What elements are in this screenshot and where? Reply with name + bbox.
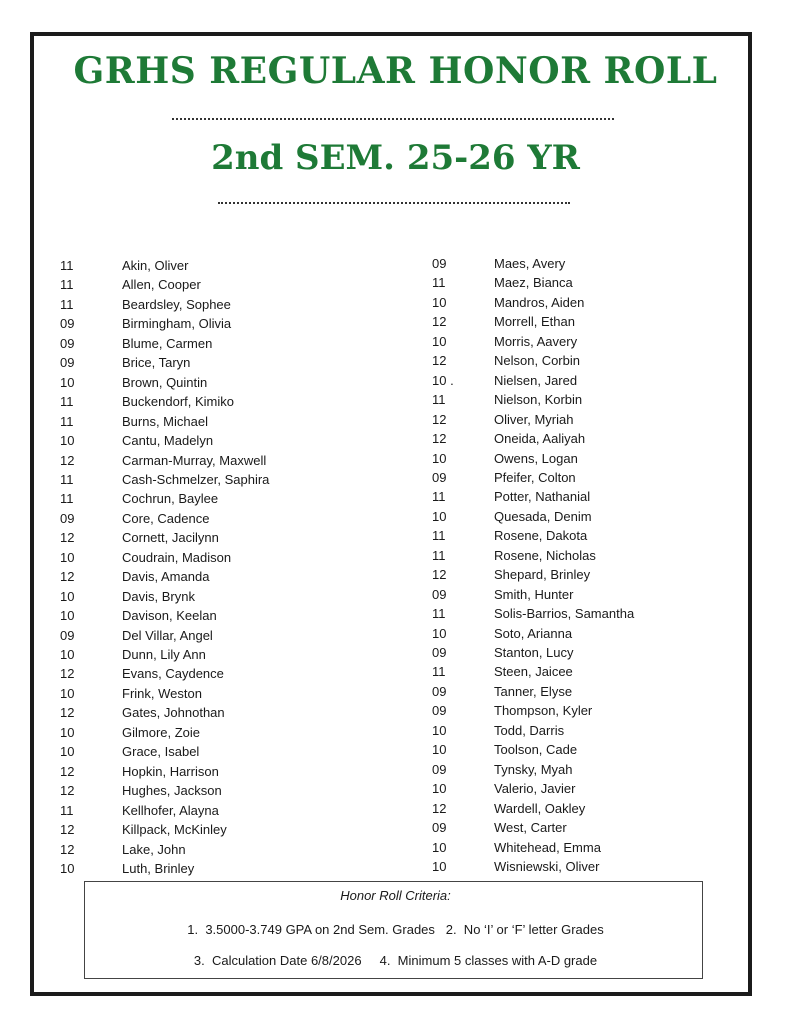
student-grade: 10 [60,588,75,604]
student-grade: 11 [60,491,74,507]
student-name: Potter, Nathanial [494,489,591,505]
student-name: Valerio, Javier [494,781,576,797]
student-grade: 12 [432,314,447,330]
student-grade: 11 [60,471,74,487]
student-name: Allen, Cooper [122,277,201,293]
student-name: Oliver, Myriah [494,411,574,427]
student-name: Quesada, Denim [494,508,592,524]
page-title: GRHS REGULAR HONOR ROLL [73,50,718,92]
student-grade: 10 [432,722,447,738]
student-name: Solis-Barrios, Samantha [494,606,635,622]
student-name: West, Carter [494,820,567,836]
student-name: Pfeifer, Colton [494,469,576,485]
student-grade: 10 [60,608,75,624]
criteria-line-2: 3. Calculation Date 6/8/2026 4. Minimum 5 classes with A-D grade [193,953,598,968]
student-name: Kellhofer, Alayna [122,802,219,818]
student-grade: 10 [432,742,447,758]
student-grade: 10 [432,294,447,310]
student-grade: 09 [60,316,75,332]
student-grade: 11 [60,296,74,312]
student-grade: 10 [432,781,447,797]
student-name: Buckendorf, Kimiko [122,394,234,410]
student-name: Shepard, Brinley [494,567,591,583]
student-grade: 12 [60,530,75,546]
student-grade: 11 [60,258,74,273]
student-name: Oneida, Aaliyah [494,431,586,447]
student-grade: 12 [60,705,75,721]
student-name: Frink, Weston [122,685,202,701]
student-name: Maes, Avery [494,256,566,271]
student-name: Lake, John [122,841,186,857]
student-grade: 09 [60,627,75,643]
student-grade: 09 [432,703,447,719]
student-name: Wardell, Oakley [494,800,586,816]
student-grade: 11 [60,277,74,293]
subtitle-divider [218,202,570,204]
student-grade: 09 [432,761,447,777]
student-grade: 09 [432,256,447,271]
student-name: Davison, Keelan [122,608,217,624]
student-name: Luth, Brinley [122,860,195,876]
student-grade: 12 [60,822,75,838]
student-name: Smith, Hunter [494,586,574,602]
student-name: Soto, Arianna [494,625,573,641]
student-grade: 10 [432,333,447,349]
student-grade: 11 [60,413,74,429]
student-grade: 12 [60,783,75,799]
student-name: Wisniewski, Oliver [494,858,600,874]
student-grade: 09 [432,645,447,660]
student-name: Hopkin, Harrison [122,763,219,779]
student-name: Dunn, Lily Ann [122,647,206,662]
student-name: Cash-Schmelzer, Saphira [122,471,270,487]
student-name: Gates, Johnothan [122,705,225,721]
student-grade: 10 [432,839,447,855]
student-name: Akin, Oliver [122,258,189,273]
student-grade: 09 [60,355,75,371]
student-grade: 10 [60,374,75,390]
student-name: Grace, Isabel [122,744,200,760]
student-grade: 09 [432,469,447,485]
student-grade: 11 [60,394,74,410]
student-name: Nielson, Korbin [494,392,583,408]
student-grade: 10 [432,450,447,466]
student-grade: 11 [432,489,446,505]
student-name: Brown, Quintin [122,374,208,390]
student-grade: 09 [60,335,75,351]
student-grade: 11 [432,606,446,622]
student-name: Birmingham, Olivia [122,316,232,332]
student-name: Toolson, Cade [494,742,578,758]
student-grade: 12 [432,800,447,816]
student-name: Cantu, Madelyn [122,433,214,449]
student-name: Whitehead, Emma [494,839,601,855]
student-name: Morris, Aavery [494,333,578,349]
student-name: Carman-Murray, Maxwell [122,452,267,468]
student-grade: 12 [432,567,447,583]
student-name: Maez, Bianca [494,275,573,291]
student-grade: 12 [60,666,75,682]
student-name: Thompson, Kyler [494,703,593,719]
student-name: Morrell, Ethan [494,314,575,330]
student-grade: 10 [60,433,75,449]
student-grade: 09 [432,586,447,602]
student-grade: 09 [432,683,447,699]
student-name: Coudrain, Madison [122,549,232,565]
student-grade: 10 . [432,372,454,388]
student-name: Evans, Caydence [122,666,224,682]
student-name: Todd, Darris [494,722,565,738]
student-grade: 10 [432,858,447,874]
student-grade: 11 [432,392,446,408]
student-name: Hughes, Jackson [122,783,222,799]
student-grade: 12 [432,431,447,447]
student-grade: 10 [60,549,75,565]
title-divider [172,118,614,120]
student-name: Burns, Michael [122,413,208,429]
student-grade: 10 [60,685,75,701]
student-grade: 12 [60,763,75,779]
student-name: Killpack, McKinley [122,822,227,838]
student-name: Cornett, Jacilynn [122,530,219,546]
student-grade: 12 [432,353,447,369]
criteria-line-1: 1. 3.5000-3.749 GPA on 2nd Sem. Grades 2. No ‘I’ or ‘F’ letter Grades [187,922,604,937]
student-name: Brice, Taryn [122,355,191,371]
student-grade: 10 [60,724,75,740]
student-name: Mandros, Aiden [494,294,585,310]
student-grade: 10 [432,625,447,641]
criteria-title: Honor Roll Criteria: [340,888,451,903]
student-name: Davis, Amanda [122,569,210,585]
student-grade: 11 [60,802,74,818]
student-grade: 11 [432,547,446,563]
student-grade: 11 [432,275,446,291]
student-name: Cochrun, Baylee [122,491,219,507]
student-name: Nielsen, Jared [494,372,578,388]
student-grade: 09 [432,820,447,836]
student-name: Tanner, Elyse [494,683,573,699]
student-name: Tynsky, Myah [494,761,573,777]
student-grade: 09 [60,510,75,526]
student-grade: 11 [432,528,446,544]
student-name: Davis, Brynk [122,588,195,604]
student-name: Rosene, Nicholas [494,547,596,563]
student-name: Core, Cadence [122,510,210,526]
student-name: Beardsley, Sophee [122,296,231,312]
student-grade: 12 [60,452,75,468]
student-grade: 12 [60,569,75,585]
student-name: Steen, Jaicee [494,664,573,680]
student-grade: 11 [432,664,446,680]
student-grade: 10 [60,744,75,760]
student-grade: 10 [432,508,447,524]
student-grade: 12 [432,411,447,427]
student-grade: 12 [60,841,75,857]
student-name: Owens, Logan [494,450,578,466]
student-name: Del Villar, Angel [122,627,213,643]
student-name: Nelson, Corbin [494,353,580,369]
student-grade: 10 [60,647,75,662]
page-subtitle: 2nd SEM. 25-26 YR [211,138,580,178]
student-name: Blume, Carmen [122,335,213,351]
student-grade: 10 [60,860,75,876]
student-name: Gilmore, Zoie [122,724,201,740]
student-name: Rosene, Dakota [494,528,588,544]
student-name: Stanton, Lucy [494,645,574,660]
